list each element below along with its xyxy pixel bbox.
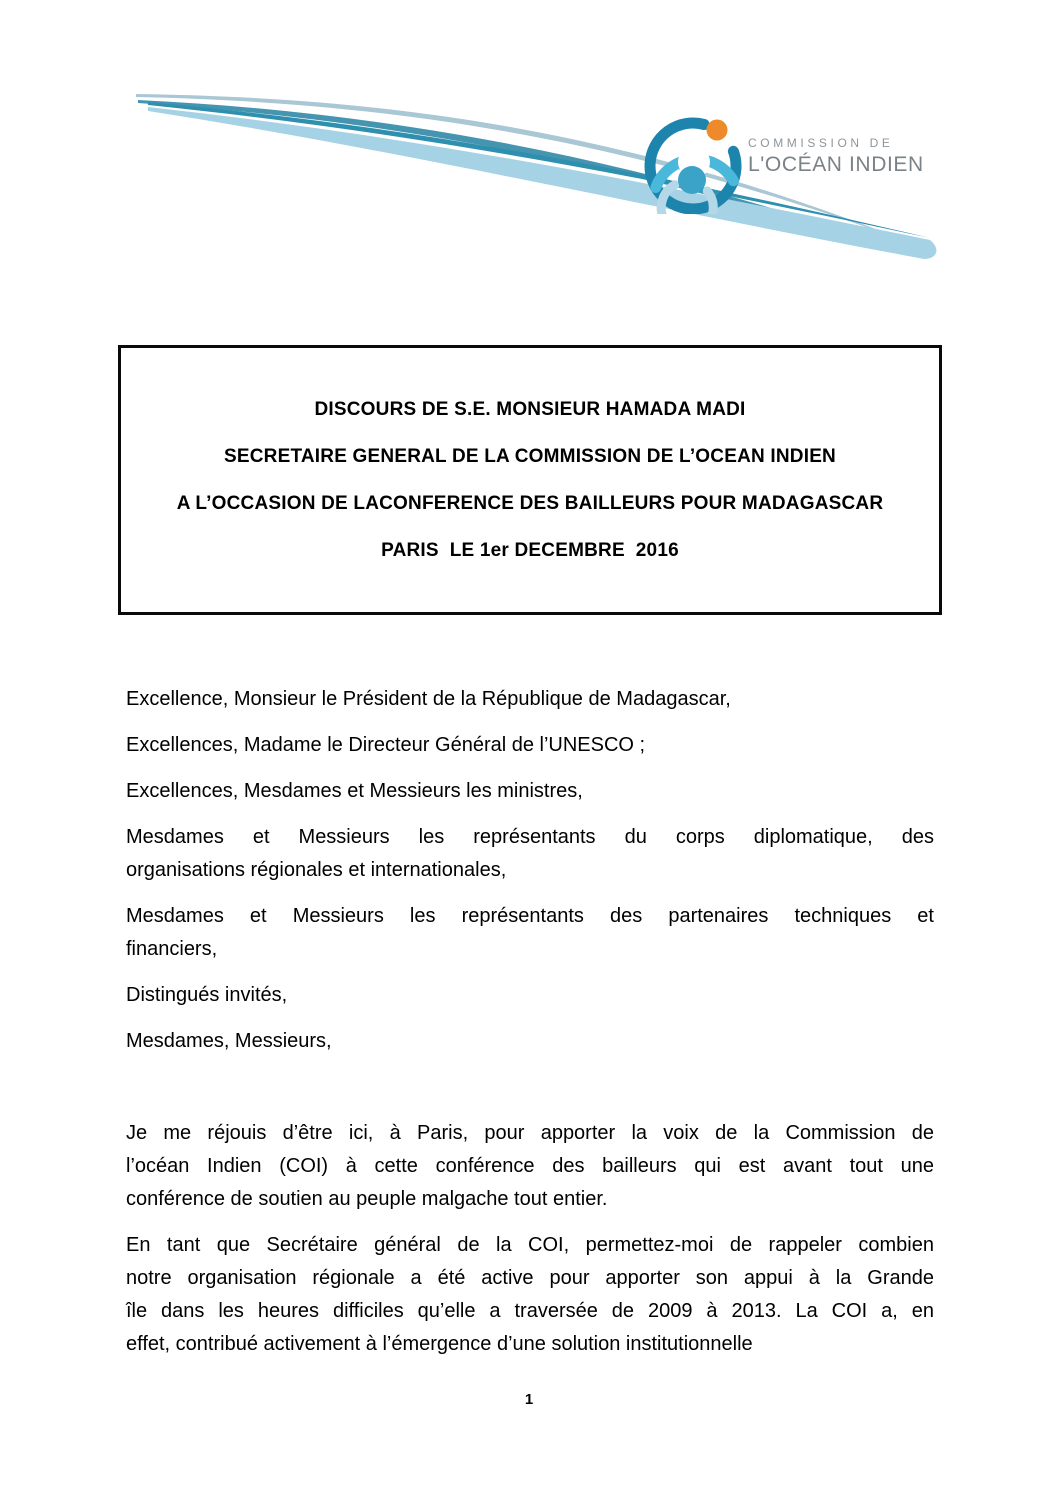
paragraph-line: organisations régionales et internationales, [126,859,507,881]
salutation-paragraph [126,979,934,1012]
paragraph-line: notre organisation régionale a été active pour apporter son appui à la Grande [126,1267,934,1289]
salutation-paragraph [126,900,934,966]
paragraph-line: Mesdames et Messieurs les représentants des partenaires techniques et [126,905,934,927]
paragraph-line: l’océan Indien (COI) à cette conférence des bailleurs qui est avant tout une [126,1155,934,1177]
paragraph-line: île dans les heures difficiles qu’elle a traversée de 2009 à 2013. La COI a, en [126,1300,934,1322]
paragraph-line: conférence de soutien au peuple malgache tout entier. [126,1188,608,1210]
coi-logo-icon [643,110,747,214]
salutation-paragraph [126,821,934,887]
paragraph-line: effet, contribué activement à l’émergence d’une solution institutionnelle [126,1333,753,1355]
paragraph-line: Mesdames et Messieurs les représentants du corps diplomatique, des [126,826,934,848]
paragraph-line: Excellences, Madame le Directeur Général de l’UNESCO ; [126,734,646,756]
paragraph-line: En tant que Secrétaire général de la COI, permettez-moi de rappeler combien [126,1234,934,1256]
paragraph-line: Je me réjouis d’être ici, à Paris, pour apporter la voix de la Commission de [126,1122,934,1144]
salutation-paragraph [126,683,934,716]
paragraph-line: financiers, [126,938,218,960]
title-line-4: PARIS LE 1er DECEMBRE 2016 [381,540,679,561]
salutation-paragraph [126,1025,934,1058]
page-number: 1 [524,1391,534,1408]
paragraph-line: Mesdames, Messieurs, [126,1030,332,1052]
title-line-3: A L’OCCASION DE LACONFERENCE DES BAILLEURS POUR MADAGASCAR [176,493,884,514]
title-box [118,345,942,615]
coi-logo [643,110,943,220]
speech-paragraph [126,1117,934,1216]
speech-paragraph [126,1229,934,1361]
paragraph-line: Excellences, Mesdames et Messieurs les ministres, [126,780,583,802]
salutation-paragraph [126,775,934,808]
logo-org-name-top: COMMISSION DE [748,136,894,150]
paragraph-line: Excellence, Monsieur le Président de la République de Madagascar, [126,688,731,710]
speech-body [126,683,934,1374]
salutation-paragraph [126,729,934,762]
title-line-1: DISCOURS DE S.E. MONSIEUR HAMADA MADI [314,399,746,420]
logo-wordmark [748,136,924,177]
title-line-2: SECRETAIRE GENERAL DE LA COMMISSION DE L’OCEAN INDIEN [224,446,836,467]
logo-org-name-bottom: L'OCÉAN INDIEN [748,153,924,176]
paragraph-line: Distingués invités, [126,984,288,1006]
